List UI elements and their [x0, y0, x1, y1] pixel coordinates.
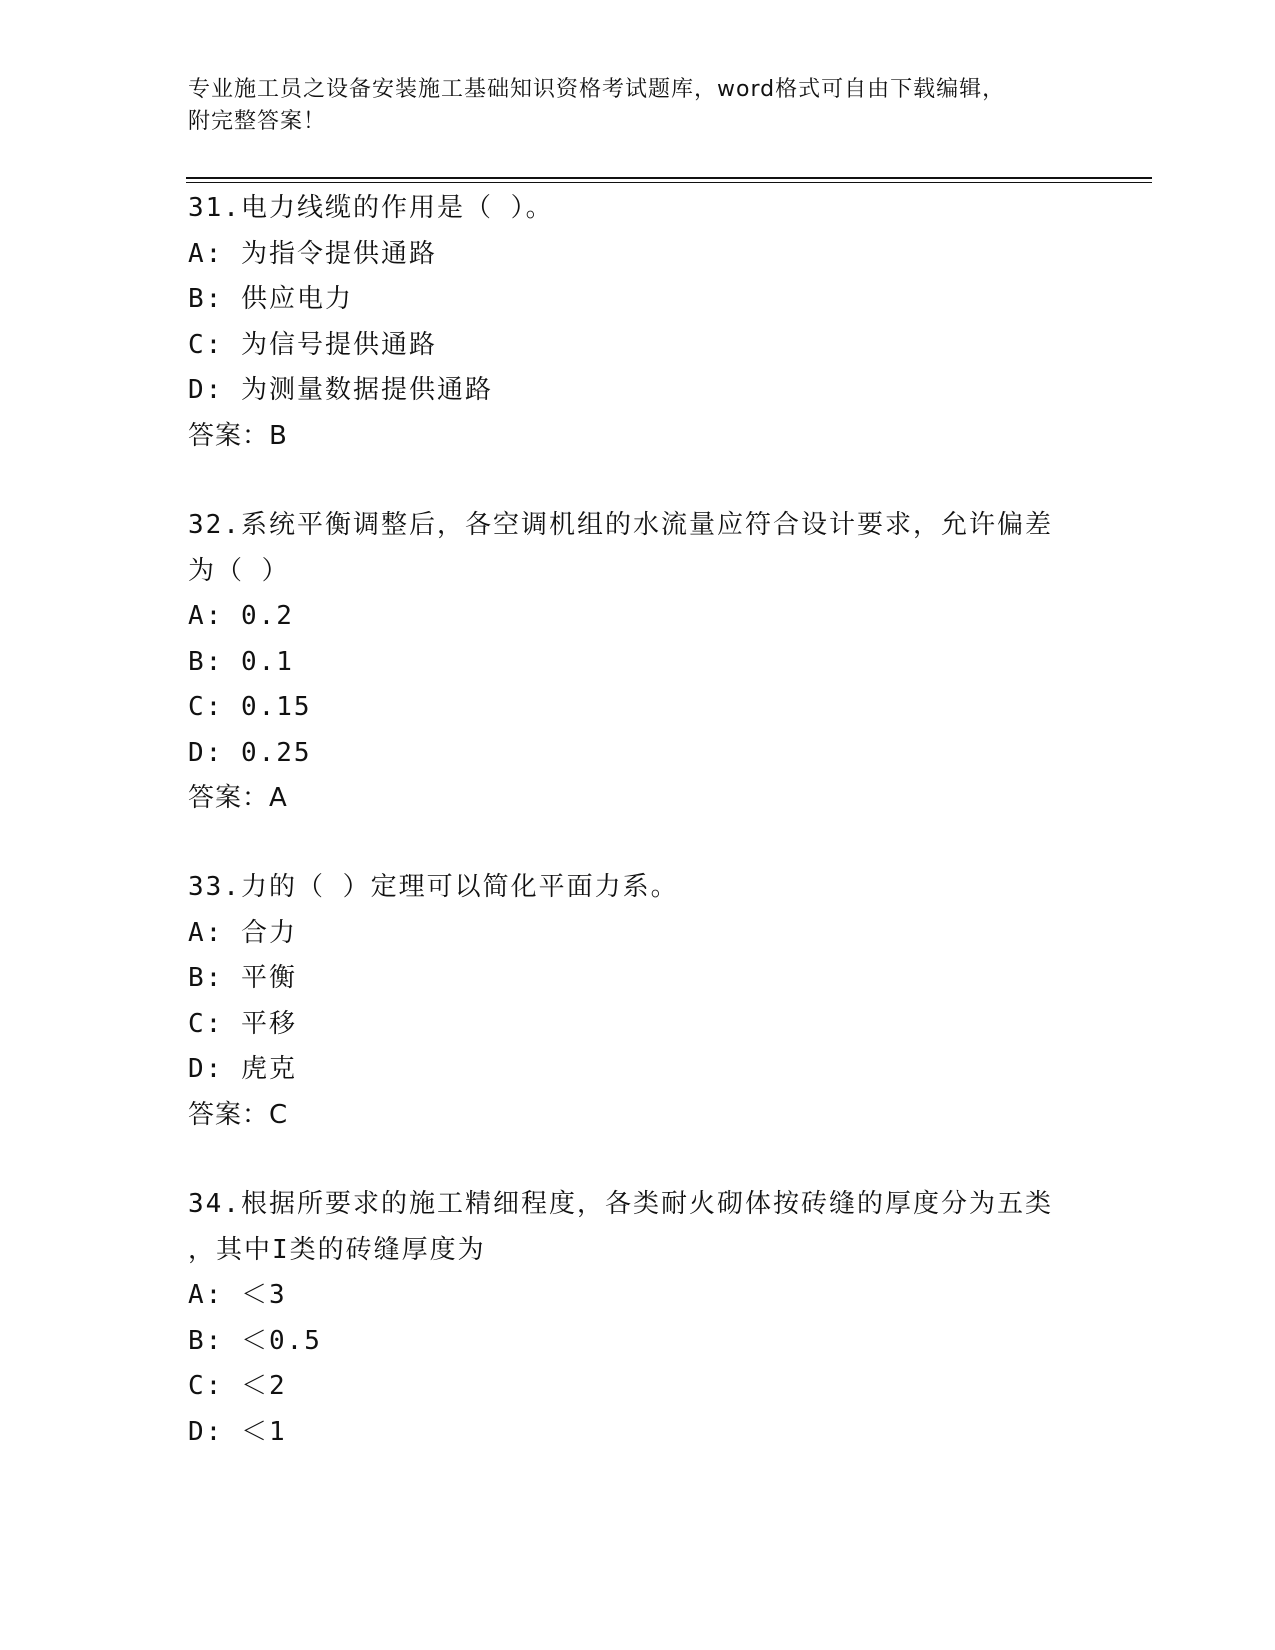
answer-label: 答案：B — [188, 420, 288, 451]
question-34 — [188, 1182, 1088, 1455]
option-c: C: 为信号提供通路 — [188, 329, 437, 360]
option-d: D: 为测量数据提供通路 — [188, 375, 493, 405]
question-stem: 34.根据所要求的施工精细程度，各类耐火砌体按砖缝的厚度分为五类 — [188, 1189, 1053, 1219]
option-d: D: 虎克 — [188, 1054, 297, 1084]
document-header — [188, 74, 1088, 138]
question-33 — [188, 865, 1088, 1138]
question-32 — [188, 503, 1088, 822]
option-d: D: ＜1 — [188, 1416, 287, 1447]
question-stem-continued: ，其中I类的砖缝厚度为 — [188, 1234, 486, 1265]
question-31 — [188, 186, 1088, 459]
header-line-2: 附完整答案！ — [188, 109, 327, 134]
option-b: B: 供应电力 — [188, 284, 353, 314]
header-rule-thick — [186, 177, 1152, 179]
option-d: D: 0.25 — [188, 737, 312, 768]
option-a: A: 0.2 — [188, 601, 294, 631]
question-stem: 31.电力线缆的作用是（ ）。 — [188, 193, 554, 223]
answer-label: 答案：A — [188, 783, 288, 813]
header-line-1: 专业施工员之设备安装施工基础知识资格考试题库，word格式可自由下载编辑， — [188, 77, 1006, 102]
question-stem: 32.系统平衡调整后，各空调机组的水流量应符合设计要求，允许偏差 — [188, 510, 1053, 540]
question-stem-continued: 为（ ） — [188, 555, 290, 586]
option-c: C: 0.15 — [188, 692, 312, 722]
option-c: C: ＜2 — [188, 1371, 287, 1401]
option-b: B: ＜0.5 — [188, 1325, 322, 1356]
option-b: B: 0.1 — [188, 646, 294, 677]
option-c: C: 平移 — [188, 1008, 297, 1039]
answer-label: 答案：C — [188, 1099, 289, 1130]
question-stem: 33.力的（ ）定理可以简化平面力系。 — [188, 872, 679, 902]
option-a: A: 为指令提供通路 — [188, 238, 437, 269]
option-a: A: ＜3 — [188, 1280, 287, 1310]
option-b: B: 平衡 — [188, 963, 297, 993]
option-a: A: 合力 — [188, 917, 297, 948]
header-rule-thin — [186, 182, 1152, 183]
